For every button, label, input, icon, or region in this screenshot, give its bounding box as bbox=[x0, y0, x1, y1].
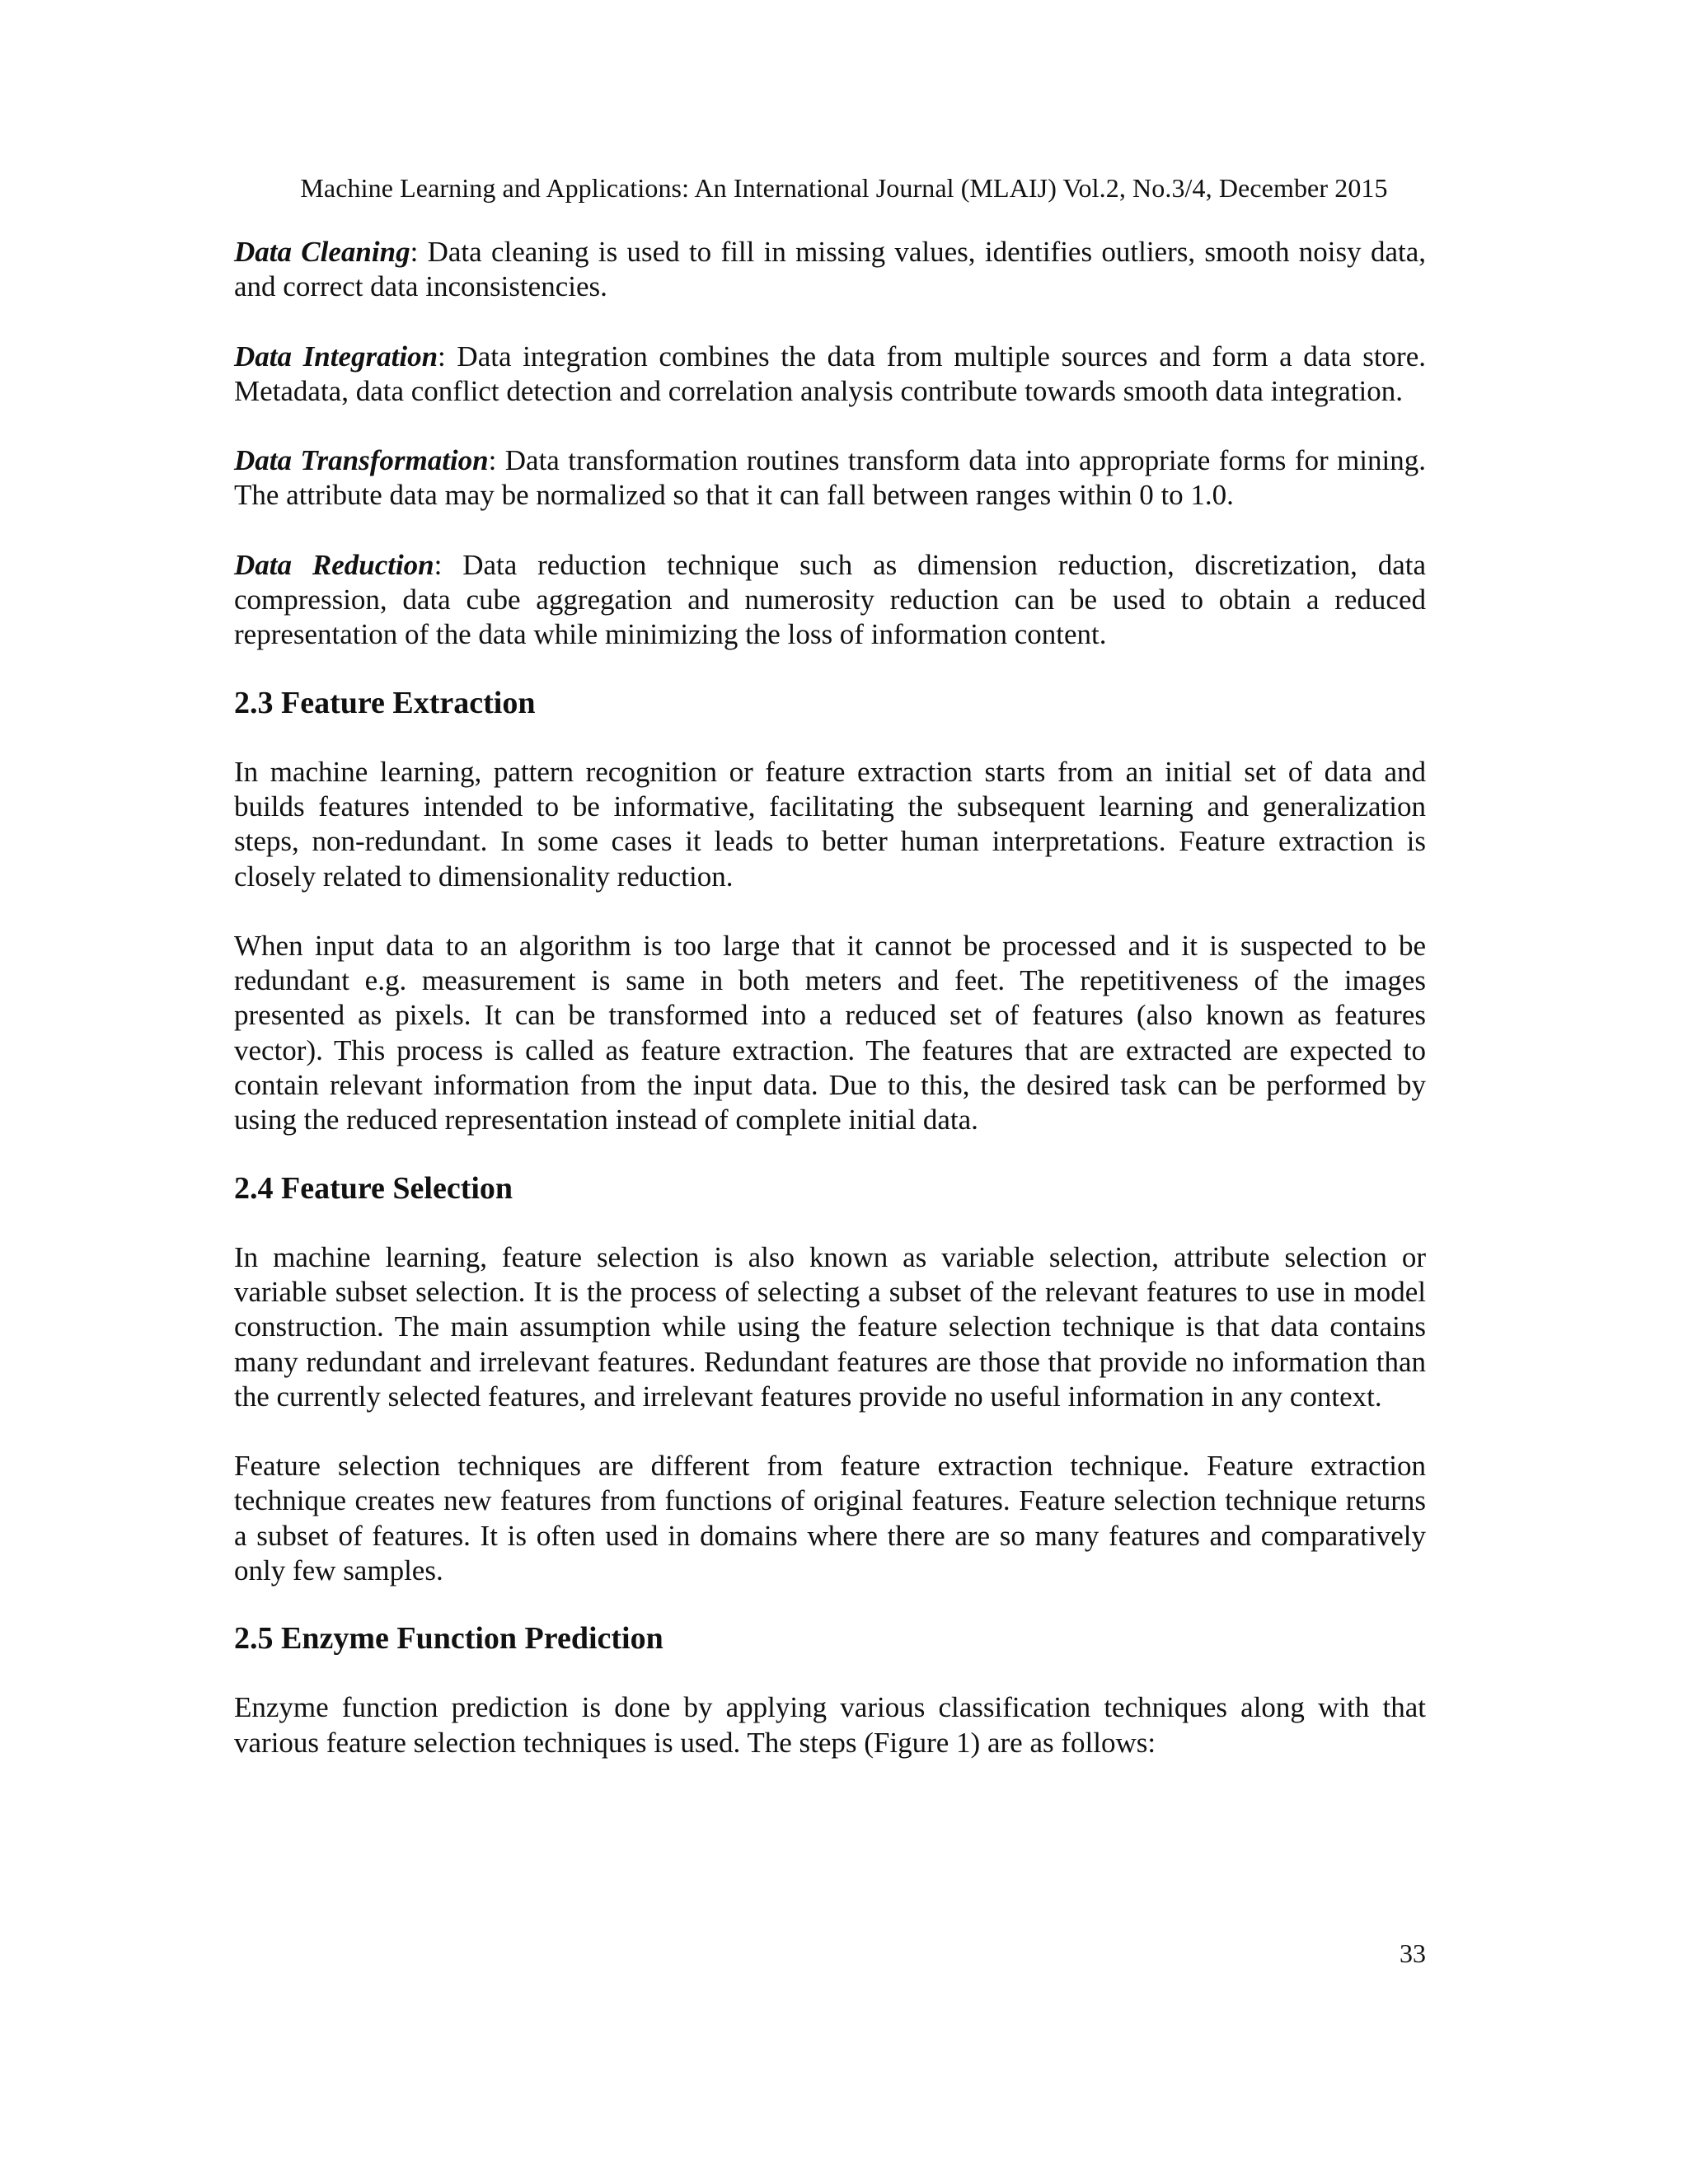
data-cleaning-term: Data Cleaning bbox=[234, 236, 410, 268]
feature-extraction-paragraph-1: In machine learning, pattern recognition or feature extraction starts from an initial set of data and builds features intended to be informative, facilitating the subsequent learning and generalization steps, non-redundant. In some cases it leads to better human interpretations. Feature extraction is closely related to dimensionality reduction. bbox=[234, 755, 1426, 893]
section-heading-feature-selection: 2.4 Feature Selection bbox=[234, 1170, 513, 1206]
enzyme-function-prediction-paragraph: Enzyme function prediction is done by applying various classification techniques along with that various feature selection techniques is used. The steps (Figure 1) are as follows: bbox=[234, 1691, 1426, 1759]
page-number: 33 bbox=[1400, 1938, 1426, 1968]
running-header: Machine Learning and Applications: An International Journal (MLAIJ) Vol.2, No.3/4, December 2015 bbox=[300, 173, 1388, 203]
data-cleaning-paragraph bbox=[234, 235, 1426, 305]
data-integration-paragraph bbox=[234, 340, 1426, 410]
feature-extraction-paragraph-2: When input data to an algorithm is too large that it cannot be processed and it is suspected to be redundant e.g. measurement is same in both meters and feet. The repetitiveness of the images presented as pixels. It can be transformed into a reduced set of features (also known as features vector). This process is called as feature extraction. The features that are extracted are expected to contain relevant information from the input data. Due to this, the desired task can be performed by using the reduced representation instead of complete initial data. bbox=[234, 929, 1426, 1137]
section-heading-enzyme-function-prediction: 2.5 Enzyme Function Prediction bbox=[234, 1621, 663, 1657]
data-reduction-term: Data Reduction bbox=[234, 548, 434, 581]
data-integration-term: Data Integration bbox=[234, 340, 438, 373]
feature-selection-paragraph-1: In machine learning, feature selection is also known as variable selection, attribute selection or variable subset selection. It is the process of selecting a subset of the relevant features to use in model construction. The main assumption while using the feature selection technique is that data contains many redundant and irrelevant features. Redundant features are those that provide no information than the currently selected features, and irrelevant features provide no useful information in any context. bbox=[234, 1240, 1426, 1413]
data-transformation-text: : Data transformation routines transform data into appropriate forms for mining. The attribute data may be normalized so that it can fall between ranges within 0 to 1.0. bbox=[234, 444, 1426, 512]
data-integration-text: : Data integration combines the data from multiple sources and form a data store. Metadata, data conflict detection and correlation analysis contribute towards smooth data integration. bbox=[234, 340, 1426, 407]
data-transformation-term: Data Transformation bbox=[234, 444, 489, 477]
data-reduction-text: : Data reduction technique such as dimension reduction, discretization, data compression, data cube aggregation and numerosity reduction can be used to obtain a reduced representation of the data while minimizing the loss of information content. bbox=[234, 548, 1426, 651]
section-heading-feature-extraction: 2.3 Feature Extraction bbox=[234, 685, 536, 720]
data-reduction-paragraph bbox=[234, 548, 1426, 653]
feature-selection-paragraph-2: Feature selection techniques are different from feature extraction technique. Feature extraction technique creates new features from functions of original features. Feature selection technique returns a subset of features. It is often used in domains where there are so many features and comparatively only few samples. bbox=[234, 1450, 1426, 1587]
data-transformation-paragraph bbox=[234, 443, 1426, 513]
page-body bbox=[234, 235, 1426, 1795]
data-cleaning-text: : Data cleaning is used to fill in missing values, identifies outliers, smooth noisy data, and correct data inconsistencies. bbox=[234, 236, 1426, 303]
